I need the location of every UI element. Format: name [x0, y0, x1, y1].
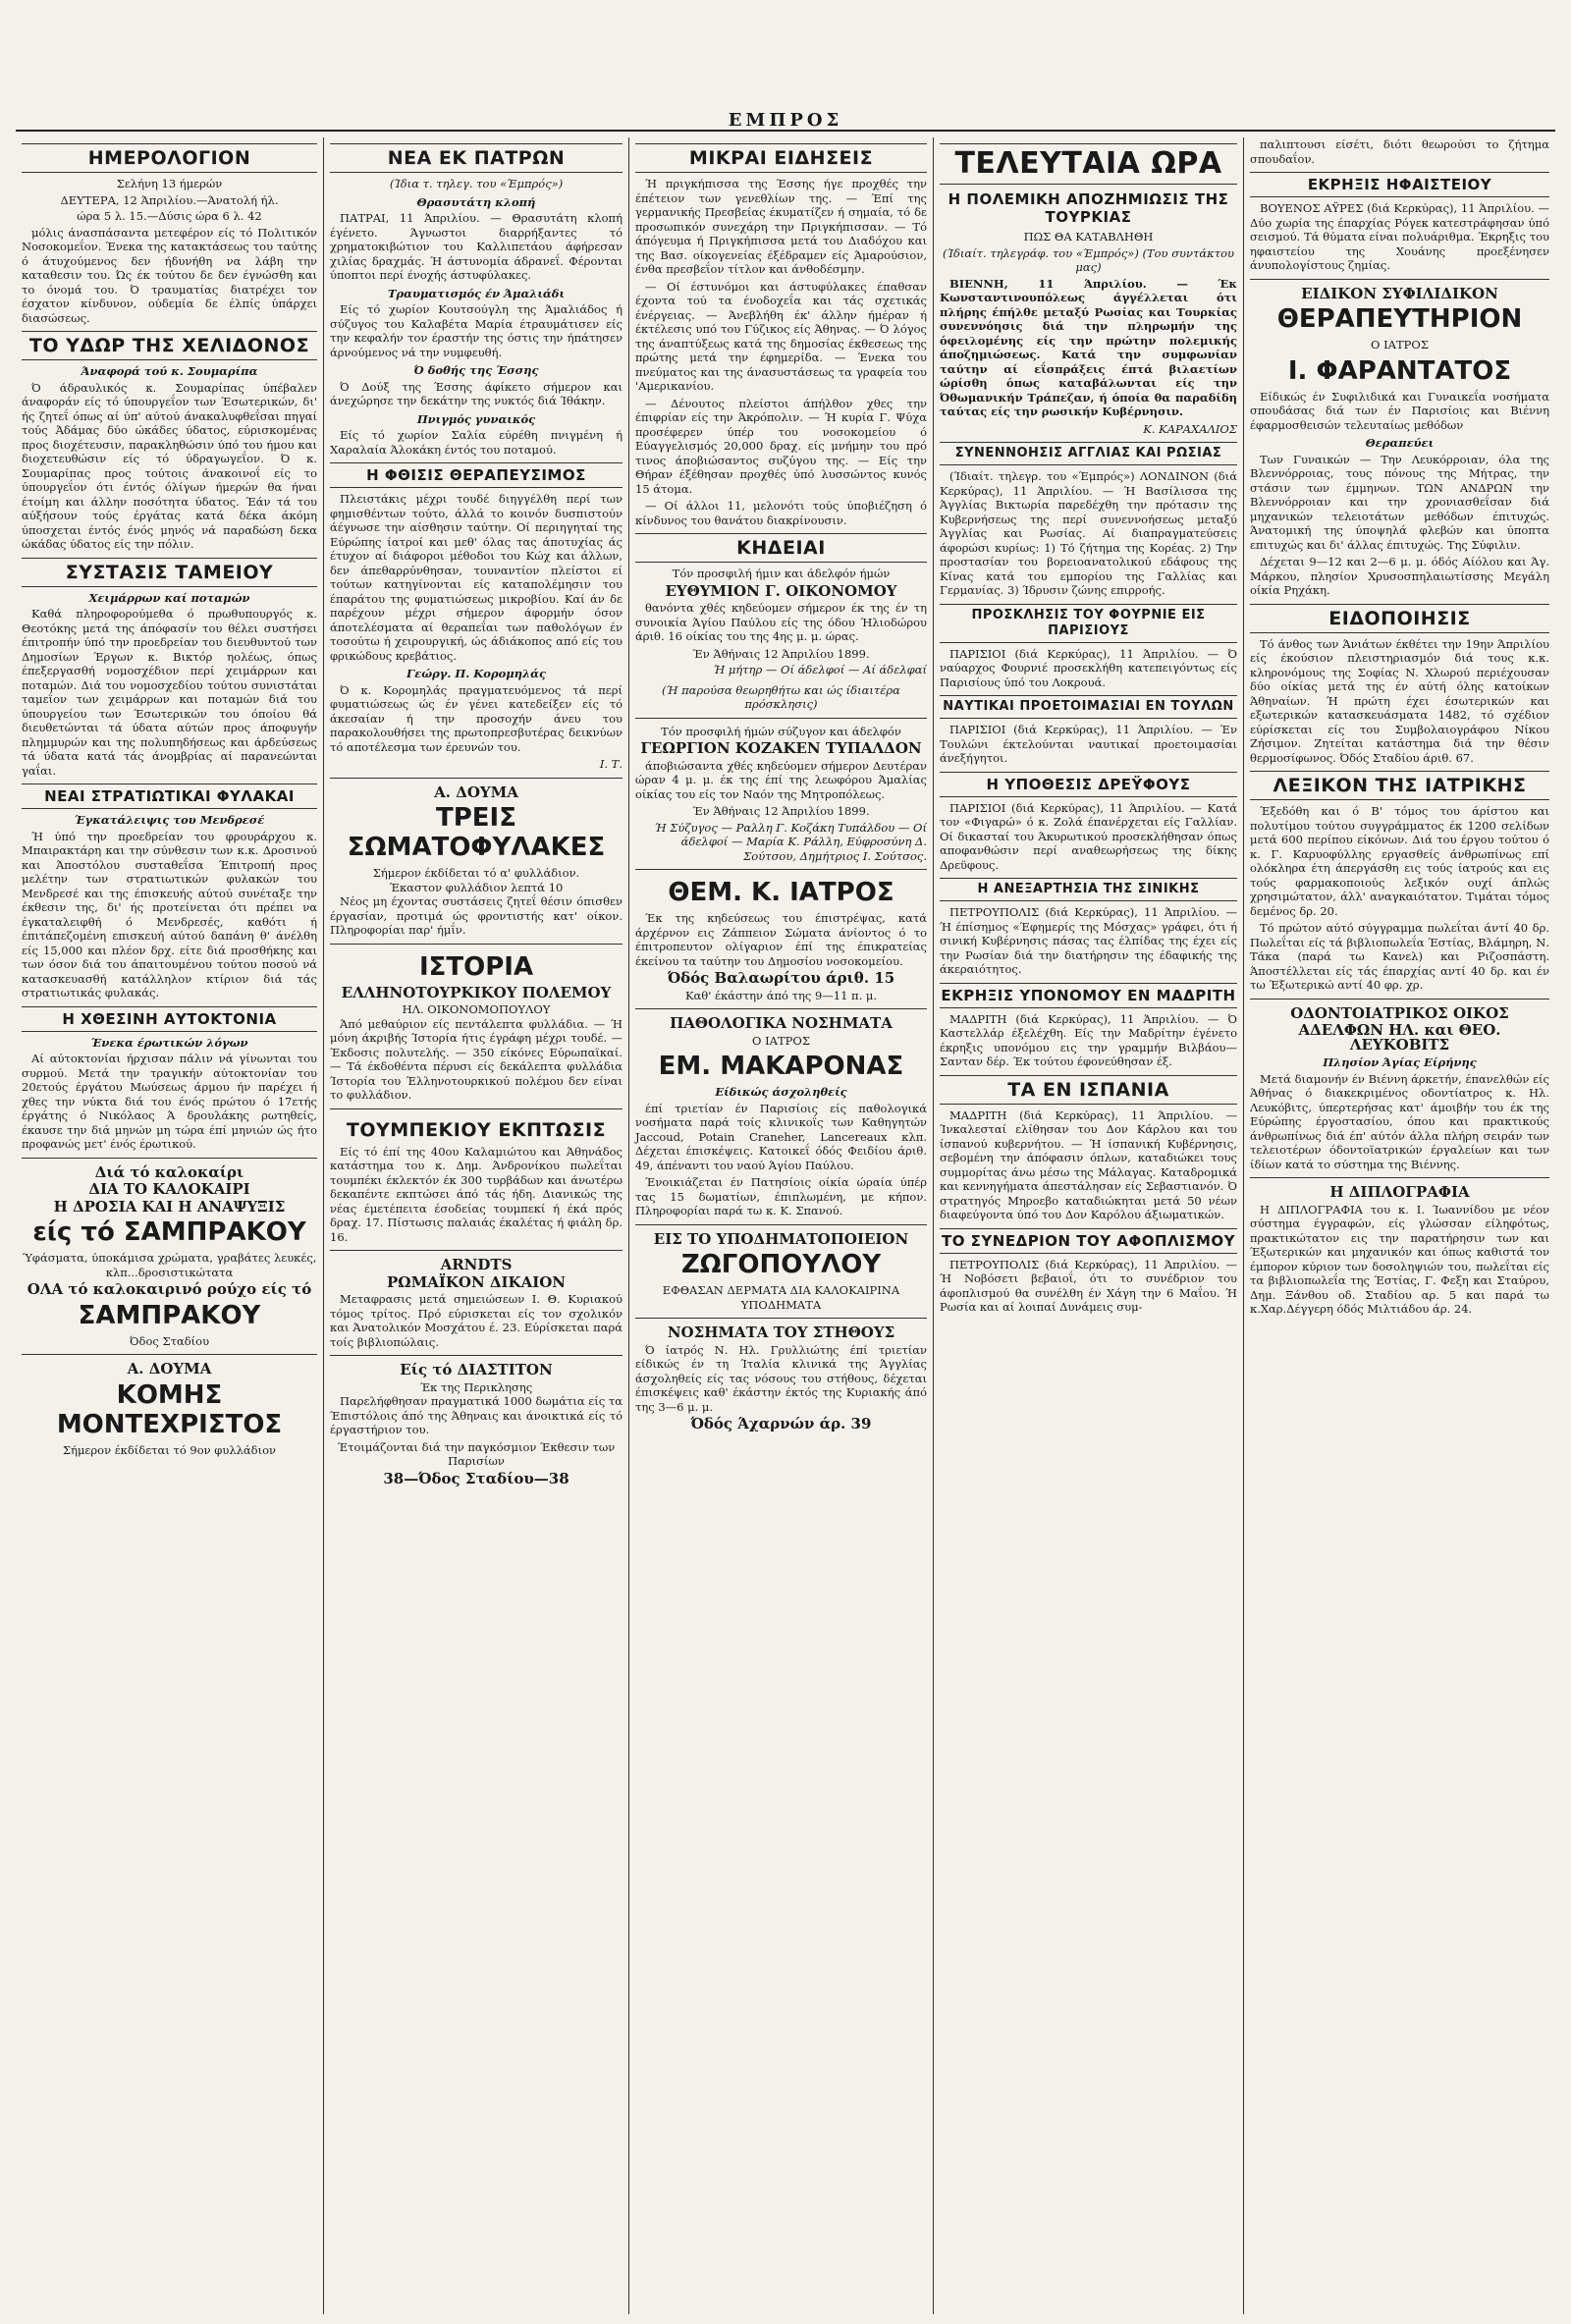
article-text: Ή ύπό την προεδρείαν του φρουράρχου κ. Μπαιρακτάρη και την σύνθεσιν των κ.κ. Δροσινού και Άποστόλου συσταθεΐσα Έπιτροπή προς μελέτην των στρατιωτικών φυλακών του Μενδρεσέ και της έπισκευής αύτού συνέταξε την έκθεσιν της, δι' ής προτείνεται ότι πρέπει να έγκαταλειφθή ό Μενδρεσές, καθότι ή έπιτάπεζομένη επισκευή αύτού δαπάνη θ' άνέλθη είς 15,000 και πλέον δρχ. είτε διά προσθήκης και των όσον διά του άπαιτουμένου τούτου ποσού νά κατασκευασθή κατάλληλον κτίριον διά τάς στρατιωτικάς φυλακάς.	[22, 829, 317, 1000]
article-text: Είς τό χωρίον Κουτσούγλη της Άμαλιάδος ή σύζυγος του Καλαβέτα Μαρία έτραυμάτισεν είς την κεφαλήν τον έραστήν της όστις την ήπάτησεν άρνούμενος νά την νυμφευθή.	[330, 302, 623, 359]
article-heading: ΝΕΑΙ ΣΤΡΑΤΙΩΤΙΚΑΙ ΦΥΛΑΚΑΙ	[22, 784, 317, 809]
article-heading: ΚΗΔΕΙΑΙ	[635, 533, 927, 563]
ad-line: ΑΔΕΛΦΩΝ ΗΛ. και ΘΕΟ. ΛΕΥΚΟΒΙΤΣ	[1298, 1021, 1501, 1054]
article-subheading: Άναφορά τού κ. Σουμαρίπα	[81, 364, 258, 378]
notice-text: Τόν προσφιλή ήμών σύζυγον και άδελφόν	[661, 724, 901, 738]
column-4	[933, 137, 1243, 2314]
ad-line: Θεραπεύει	[1365, 436, 1435, 450]
article-text: ΒΟΥΕΝΟΣ ΑΫΡΕΣ (διά Κερκύρας), 11 Άπριλίου. — Δύο χωρία της έπαρχίας Ρόγεκ κατεστράφησαν ύπό σεισμού. Τά θύματα είναι πολυάριθμα. Έκρηξις του ηφαιστείου της Χουάνης προεξένησεν άνυπολογίστους ζημίας.	[1250, 201, 1549, 272]
article-text: Ό Δούξ της Έσσης άφίκετο σήμερον και άνεχώρησε την δεκάτην της νυκτός διά Ίθάκην.	[330, 379, 623, 407]
article-heading: ΤΟ ΥΔΩΡ ΤΗΣ ΧΕΛΙΔΟΝΟΣ	[22, 331, 317, 360]
article-subheading: Χειμάρρων καί ποταμών	[88, 590, 250, 605]
ad-line: ΔΙΑ ΤΟ ΚΑΛΟΚΑΙΡΙ	[88, 1180, 250, 1198]
article-subheading: Έγκατάλειψις του Μενδρεσέ	[74, 813, 265, 827]
ad-line: Διά τό καλοκαίρι	[94, 1162, 244, 1181]
column-5	[1243, 137, 1555, 2314]
ad-line: Η ΔΡΟΣΙΑ ΚΑΙ Η ΑΝΑΨΥΞΙΣ	[53, 1197, 286, 1216]
article-subheading: Γεώργ. Π. Κορομηλάς	[406, 667, 546, 680]
ad-line: ΕΜ. ΜΑΚΑΡΟΝΑΣ	[658, 1052, 904, 1081]
article-heading: ΣΥΣΤΑΣΙΣ ΤΑΜΕΙΟΥ	[22, 558, 317, 587]
ad-text: Μεταφρασις μετά σημειώσεων Ι. Θ. Κυριακού τόμος τρίτος. Πρό εύρισκεται είς τον σχολικόν και Άνατολικόν Μοσχάτου έ. 23. Εύρίσκεται παρά τοίς βιβλιοπώλαις.	[330, 1292, 623, 1349]
notice-note: (Ή παρούσα θεωρηθήτω και ώς ίδιαιτέρα πρόσκλησις)	[662, 682, 900, 711]
calendar-title: ΗΜΕΡΟΛΟΓΙΟΝ	[22, 143, 317, 173]
ad-line: Η ΔΙΠΛΟΓΡΑΦΙΑ	[1329, 1183, 1470, 1201]
ad-line: Ο ΙΑΤΡΟΣ	[752, 1033, 810, 1048]
article-subheading: Ένεκα έρωτικών λόγων	[90, 1035, 248, 1050]
notice-date: Έν Άθήναις 12 Άπριλίου 1899.	[692, 804, 870, 818]
article-heading: ΣΥΝΕΝΝΟΗΣΙΣ ΑΓΓΛΙΑΣ ΚΑΙ ΡΩΣΙΑΣ	[940, 442, 1237, 465]
article-signature: Κ. ΚΑΡΑΧΑΛΙΟΣ	[1143, 421, 1237, 436]
ad-line: ΚΟΜΗΣ ΜΟΝΤΕΧΡΙΣΤΟΣ	[56, 1379, 283, 1439]
ad-line: ΖΩΓΟΠΟΥΛΟΥ	[680, 1250, 882, 1279]
article-text: ΠΑΤΡΑΙ, 11 Άπριλίου. — Θρασυτάτη κλοπή έγένετο. Άγνωστοι διαρρήξαντες τό χρηματοκιβώτιον του Καλλιπετάου άφήρεσαν χιλίας δραχμάς. Ή άστυνομία άδρανεΐ. Φέρονται ύποπτοι περί ένοχής άστυφύλακες.	[330, 211, 623, 282]
article-text: — Οί άλλοι 11, μελονότι τούς ύποβιέζηση ό κίνδυνος του θανάτου διακρίνουσιν.	[635, 499, 927, 527]
ad-text: Μετά διαμονήν έν Βιέννη άρκετήν, έπανελθών είς Άθήνας ό διακεκριμένος οδοντίατρος κ. Ηλ. Λευκόβιτς, ύπερτερήσας κατ' άμοιβήν του έκ της Εύρώπης έργοστασίου, όπου και πρακτικούς άνθρωπίνως διά έπ' αύτόν άλλα πλήρη σειράν των τελειοτέρων όδοντοϊατρικών έργαλείων και των ίδίων κατά το σύστημα της Βιέννης.	[1250, 1071, 1549, 1171]
ad-line: Πλησίον Άγίας Είρήνης	[1323, 1055, 1477, 1069]
ad-line: ΝΟΣΗΜΑΤΑ ΤΟΥ ΣΤΗΘΟΥΣ	[667, 1324, 895, 1341]
advertisement	[330, 1355, 623, 1486]
article-text: Ό άδραυλικός κ. Σουμαρίπας ύπέβαλεν άναφοράν είς τό ύπουργεΐον των Έσωτερικών, δι' ής ζητεΐ όπως αί ύπ' αύτού άνακαλυφθεΐσαι πηγαί τούς Άδάμας δύο ώκάδες ύδατος, εύρισκομένας προς διοχέτευσιν, παρακληθώσιν ύπό του ήμου και διοχετευθώσιν είς τό ύδραγωγεΐον. Ό κ. Σουμαρίπας προς τούτοις άνακοινοΐ είς το ύπουργεΐον ότι έντός όλίγων ήμερών θα ήναι έτοίμη και άλλην ποσότητα ύδατος. Έάν τά του αύξήσουν τούς έργάτας κατά δέκα άκόμη ύποσχεται έντός ένός μηνός νά παραδώση δεκα ώκάδας ύδατος είς την πόλιν.	[22, 380, 317, 551]
article-heading: Η ΑΝΕΞΑΡΤΗΣΙΑ ΤΗΣ ΣΙΝΙΚΗΣ	[940, 878, 1237, 901]
article-text: Τό άνθος των Άνιάτων έκθέτει την 19ην Άπριλίου είς έκούσιον πλειστηριασμόν διά τους κ.κ. κληρονόμους της Σοφίας Ν. Χλωρού περιέχουσαν δύο οίκίας μετά της έν αύτή όλης κατοίκων Άθηναίων. Ή πρώτη έχει έσωτερικών και εξωτερικών κατασκευάσματα 1482, τό σχέδιον εύρίσκεται είς του Συμβολαιογράφου Νίκου Ζήσιμον. Ζητείται κατάστημα διά την θέσιν θερμοσίφωνος. Όδός Σταδίου άριθ. 67.	[1250, 636, 1549, 765]
article-subheading: Ό δοθής της Έσσης	[413, 363, 539, 377]
ad-line: Α. ΔΟΥΜΑ	[127, 1360, 212, 1378]
ad-text: Η ΔΙΠΛΟΓΡΑΦΙΑ του κ. Ι. Ίωαννίδου με νέον σύστημα έγγραφών, είς γλώσσαν είληφότως, πρακτικώτατον εις την παρατήρησιν των και Έξωτερικών και μηχανικόν και όπως καθιστά τον έμπορον κύριον των δοσοληψιών του, πωλεΐται είς τα βιβλιοπωλεΐα της Έστίας, Γ. Φεξη και Σταύρου, Δημ. Ξάνθου οδ. Σταδίου αρ. 5 και παρά τω κ.Χαρ.Δέγγερη όδός Μιλτιάδου άρ. 24.	[1250, 1202, 1549, 1316]
ad-line: ΘΕΜ. Κ. ΙΑΤΡΟΣ	[668, 878, 894, 907]
article-subheading: Θρασυτάτη κλοπή	[416, 194, 536, 209]
ad-line: ΕΙΣ ΤΟ ΥΠΟΔΗΜΑΤΟΠΟΙΕΙΟΝ	[653, 1229, 909, 1248]
ad-line: ΕΦΘΑΣΑΝ ΔΕΡΜΑΤΑ ΔΙΑ ΚΑΛΟΚΑΙΡΙΝΑ ΥΠΟΔΗΜΑΤΑ	[662, 1283, 900, 1312]
ad-line: Ο ΙΑΤΡΟΣ	[1371, 338, 1429, 351]
ad-line: ARNDTS	[440, 1256, 513, 1273]
section-heading: ΤΕΛΕΥΤΑΙΑ ΩΡΑ	[940, 143, 1237, 185]
article-heading: ΝΑΥΤΙΚΑΙ ΠΡΟΕΤΟΙΜΑΣΙΑΙ ΕΝ ΤΟΥΛΩΝ	[940, 695, 1237, 719]
notice-text: Τόν προσφιλή ήμιν και άδελφόν ήμών	[672, 567, 891, 580]
advertisement	[330, 778, 623, 938]
article-heading: ΠΡΟΣΚΛΗΣΙΣ ΤΟΥ ΦΟΥΡΝΙΕ ΕΙΣ ΠΑΡΙΣΙΟΥΣ	[940, 604, 1237, 643]
notice-signature: Ή μήτηρ — Οί άδελφοί — Αί άδελφαί	[713, 663, 927, 676]
ad-line: Καθ' έκάστην άπό της 9—11 π. μ.	[684, 988, 878, 1002]
ad-text: έπί τριετίαν έν Παρισίοις είς παθολογικά νοσήματα παρά τοίς κλινικοΐς των Καθηγητών Jaccoud, Potain Craneher, Lancereaux κλπ. Δέχεται έπισκέψεις. Κατοικεΐ όδός Φειδίου άριθ. 49, άπέναντι του ναού Άγίου Παύλου.	[635, 1101, 927, 1172]
article-text: (Ίδιαίτ. τηλεγρ. του «Έμπρός») ΛΟΝΔΙΝΟΝ (διά Κερκύρας), 11 Άπριλίου. — Ή Βασίλισσα της Άγγλίας Βικτωρία παρεδέχθη την πρότασιν της Κυβερνήσεως της περί συνεννοήσεως μεταξύ Άγγλίας και Ρωσίας. Αί διαπραγματεύσεις άφορώσι κυρίως: 1) Τό ζήτημα της Κορέας. 2) Την προστασίαν του βορειοανατολικού εδάφους της Κίνας κατά του εμπορίου της Γαλλίας και Γερμανίας. 3) Ίδρυσιν ζώνης επιρροής.	[940, 469, 1237, 597]
article-heading: ΜΙΚΡΑΙ ΕΙΔΗΣΕΙΣ	[635, 143, 927, 173]
article-heading: ΕΚΡΗΞΙΣ ΥΠΟΝΟΜΟΥ ΕΝ ΜΑΔΡΙΤΗ	[940, 983, 1237, 1008]
ad-text: Άπό μεθαύριον είς πεντάλεπτα φυλλάδια. — Ή μόνη άκριβής Ίστορία ήτις έγράφη μέχρι τουδέ. — Έκδοσις πολυτελής. — 350 είκόνες Εύρωπαϊκαί. — Τά έκδοθέντα πέρυσι είς δεκάλεπτα φυλλάδια Ίστορία του Έλληνοτουρκικού πολέμου δεν είναι το φυλλάδιον.	[330, 1016, 623, 1102]
ad-line: ΗΛ. ΟΙΚΟΝΟΜΟΠΟΥΛΟΥ	[402, 1002, 551, 1016]
advertisement	[330, 1250, 623, 1349]
article-heading: ΛΕΞΙΚΟΝ ΤΗΣ ΙΑΤΡΙΚΗΣ	[1250, 771, 1549, 800]
ad-line: Όδός Άχαρνών άρ. 39	[690, 1415, 872, 1432]
article-heading: ΕΙΔΟΠΟΙΗΣΙΣ	[1250, 604, 1549, 633]
article-text: Ή πριγκήπισσα της Έσσης ήγε προχθές την έπέτειον των γενεθλίων της. — Έπί της γερμανικής Πρεσβείας έκυματίζεν ή σημαία, τό δε προσωπικόν συνεχάρη την Πριγκήπισσαν. — Τό άπόγευμα ή Πριγκήπισσα μετά του Διαδόχου και της Βασ. οίκογενείας έξέδραμεν είς Άμαρούσιον, ένθα πρεσβεΐον τίτλον και άνθοδέσμην.	[635, 177, 927, 276]
article-heading: Η ΧΘΕΣΙΝΗ ΑΥΤΟΚΤΟΝΙΑ	[22, 1006, 317, 1032]
ad-text: Νέος μη έχοντας συστάσεις ζητεΐ θέσιν όπισθεν έργασίαν, προτιμά ώς φροντιστής κατ' οίκον. Πληροφορίαι παρ' ήμΐν.	[330, 894, 623, 937]
column-2	[323, 137, 628, 2314]
article-heading: ΤΑ ΕΝ ΙΣΠΑΝΙΑ	[940, 1075, 1237, 1105]
ad-line: Έκ της Περικλησης	[419, 1379, 533, 1394]
article-text: ΠΑΡΙΣΙΟΙ (διά Κερκύρας), 11 Άπριλίου. — Κατά τον «Φιγαρώ» ό κ. Ζολά έπανέρχεται είς Γαλλίαν. Οί δικασταί του Άκυρωτικού προσεκλήθησαν όπως αποφανθώσιν περί αναθεωρήσεως της δίκης Δρεϋφους.	[940, 800, 1237, 872]
ad-text: Δέχεται 9—12 και 2—6 μ. μ. όδός Αίόλου και Άγ. Μάρκου, πλησίον Χρυσοσπηλαιωτίσσης Μεγάλη οίκία Ρηχάκη.	[1250, 555, 1549, 597]
article-text: ΠΕΤΡΟΥΠΟΛΙΣ (διά Κερκύρας), 11 Άπριλίου. — Ή Νοβόσετι βεβαιοΐ, ότι το συνέδριον του άφοπλισμού θα συνέλθη έν Χάγη την 6 Μαΐου. Ή Ρωσία και αί λοιπαί Δυνάμεις συμ-	[940, 1257, 1237, 1314]
article-heading: ΕΚΡΗΞΙΣ ΗΦΑΙΣΤΕΙΟΥ	[1250, 172, 1549, 197]
columns	[16, 137, 1555, 2314]
ad-text: Έκ της κηδεύσεως του έπιστρέψας, κατά άρχέρνον εις Ζάππειον Σώματα άνίοντος ό το έπιτροπευτον ολίγαριον έπί της έπικρατείας έκείνου τα ταύτην του Δημοσίου νοσοκομείου.	[635, 911, 927, 968]
article-text: ΜΑΔΡΙΤΗ (διά Κερκύρας), 11 Άπριλίου. — Ίνκαλεσταί ελίθησαν του Δον Κάρλου και του ίσπανού κυβερνήτου. — Ή ίσπανική Κυβέρνησις, σεβομένη την άπόφασιν όπλων, καταδιώκει τους συμμορίτας άνω μέσω της Μάλαγας. Καταδρομικά και κεννηγήματα άπεστάλησαν είς Σεβαστιανόν. Ό στρατηγός Μηροεβο καταδιώκηται μετά 50 νέων διαφεύγοντα ύπό του Δον Καρόλου άξιωματικών.	[940, 1108, 1237, 1221]
masthead-rule	[16, 130, 1555, 132]
article-heading: Η ΠΟΛΕΜΙΚΗ ΑΠΟΖΗΜΙΩΣΙΣ ΤΗΣ ΤΟΥΡΚΙΑΣ	[948, 190, 1229, 226]
ad-line: Σήμερον έκδίδεται τό α' φυλλάδιον.	[372, 866, 580, 880]
article-text: ΒΙΕΝΝΗ, 11 Άπριλίου. — Έκ Κωνσταντινουπόλεως άγγέλλεται ότι πλήρης έπήλθε μεταξύ Ρωσίας και Τουρκίας συνεννόησις διά την πληρωμήν της όφειλομένης είς την πρώτην πολεμικής άποζημιώσεως. Κατά την συμφωνίαν ταύτην αί εΐσπράξεις έπτά βιλαετίων ώρίσθη όπως καταβάλωνται είς την Όθωμανικήν Τράπεζαν, ή όποία θα παραδίδη ταύτας είς την ρωσικήν Κυβέρνησιν.	[940, 276, 1237, 418]
calendar-text: μόλις άνασπάσαντα μετεφέρον είς τό Πολιτικόν Νοσοκομεΐον. Ένεκα της κατακτάσεως του ταύτης ό άτυχούμενος δεν ήδυνήθη να λάβη την καταθεσιν του. Ώς έκ τούτου δε δεν έγνώσθη και το όνομά του. Ό τραυματίας διατρέχει τον έσχατον κίνδυνον, ούδεμία δε έλπίς ύπάρχει διασώσεως.	[22, 225, 317, 325]
advertisement	[635, 1008, 927, 1218]
notice-name: ΓΕΩΡΓΙΟΝ ΚΟΖΑΚΕΝ ΤΥΠΑΛΔΟΝ	[640, 739, 922, 757]
notice-name: ΕΥΘΥΜΙΟΝ Γ. ΟΙΚΟΝΟΜΟΥ	[665, 581, 897, 600]
article-text: ΠΑΡΙΣΙΟΙ (διά Κερκύρας), 11 Άπριλίου. — Έν Τουλώνι έκτελούνται ναυτικαί προετοιμασίαι άνεξήγητοι.	[940, 723, 1237, 765]
article-signature: Ι. Τ.	[599, 757, 623, 771]
ad-line: Έτοιμάζονται διά την παγκόσμιον Έκθεσιν των Παρισίων	[337, 1439, 616, 1468]
ad-text: Είς τό έπί της 40ου Καλαμιώτου και Άθηνάδος κατάστημα του κ. Δημ. Άνδρονίκου πωλεΐται τουμπέκι έκλεκτόν έκ 300 τυρβάδων και άνωτέρω δεκαπέντε εκπτώσει άπό τάς ήδη. Διανικώς της νέας έμετέπειτα έσοδείας τουμπεκί ή έκά πρός δραχ. 17. Πίστωσις παλαιάς έκαλέτας ή φιάλη δρ. 16.	[330, 1144, 623, 1244]
article-text: Τό πρώτον αύτό σύγγραμμα πωλεΐται άντί 40 δρ. Πωλεΐται είς τά βιβλιοπωλεΐα Έστίας, Βλάμηρη, Ν. Τάκα (παρά τω Κανελ) και Ριζοσπάστη. Άποστέλλεται είς τάς έπαρχίας αντί 40 δρ. και έν τω Έξωτερικώ αντί 40 φρ. χρ.	[1250, 921, 1549, 992]
ad-line: ΕΛΛΗΝΟΤΟΥΡΚΙΚΟΥ ΠΟΛΕΜΟΥ	[341, 983, 612, 1001]
ad-line: Είς τό ΔΙΑΣΤΙΤΟΝ	[400, 1361, 553, 1378]
advertisement	[22, 1354, 317, 1457]
advertisement	[330, 944, 623, 1103]
masthead	[0, 0, 1571, 130]
article-subheading: Τραυματισμός έν Άμαλιάδι	[387, 286, 566, 300]
article-text: Είς τό χωρίον Σαλία εύρέθη πνιγμένη ή Χαραλαία Άλοκάκη έντός του ποταμού.	[330, 428, 623, 457]
divider	[635, 718, 927, 719]
paper-title: ΕΜΠΡΟΣ	[728, 110, 843, 131]
notice-date: Έν Άθήναις 12 Άπριλίου 1899.	[692, 646, 870, 661]
article-subheading: ΠΩΣ ΘΑ ΚΑΤΑΒΛΗΘΗ	[1023, 230, 1154, 243]
ad-line: ΤΟΥΜΠΕΚΙΟΥ ΕΚΠΤΩΣΙΣ	[346, 1118, 607, 1141]
notice-signature: Ή Σύζυγος — Ραλλη Γ. Κοζάκη Τυπάλδου — Οί άδελφοί — Μαρία Κ. Ράλλη, Εύφροσύνη Δ. Σούτσου, Δημήτριος Ι. Σούτσος.	[654, 820, 927, 863]
article-text: Πλειστάκις μέχρι τουδέ διηγγέλθη περί των φημισθέντων τούτο, άλλά το κοινόν δυσπιστούν άέγνωσε την αίσθησιν ταύτην. Οί περιηγηταί της Εύρώπης ίατροί και μεθ' όλας τας άποτυχίας άς έτυχον αί διάφοροι μέθοδοι του Κώχ και άλλων, δεν άπεθαρρύνθησαν, τουναντίον πλείστοι εί τούτων κατηγίνονται είς καταπολέμησιν του έπαράτου της φυματιώσεως μικροβίου. Καί άν δε παρέχουν μέχρι σήμερον άφορμήν όσον άποτελέσματα αί θεραπεΐαι των παθολόγων έν τοσούτω ή χειρουργική, ώς άδιάκοπος από είς του φρικώδους κρεβάτιος.	[330, 492, 623, 663]
ad-line: ΘΕΡΑΠΕΥΤΗΡΙΟΝ	[1276, 304, 1523, 334]
calendar-line-3: ώρα 5 λ. 15.—Δύσις ώρα 6 λ. 42	[77, 209, 262, 223]
ad-line: ΙΣΤΟΡΙΑ	[418, 951, 534, 982]
advertisement	[1250, 999, 1549, 1172]
article-heading: Η ΦΘΙΣΙΣ ΘΕΡΑΠΕΥΣΙΜΟΣ	[330, 462, 623, 488]
article-text: — Οί έστυνόμοι και άστυφύλακες έπαθσαν έχοντα τού τα ένοδοχεΐα και τάς σχετικάς ένέργειας. — Άνεβλήθη έκ' άλλην ήμέραν ή έκτέλεσις υπό του Γύζικος είς Άθηνας. — Ό λόγος της άναπτύξεως κατά της δημοσίας έκθεσεως της πρώτης μετά την έφημερίδα. — Ένεκα του πνεύματος και της άνασυστάσεως τα γραφεία του 'Αμερικανίου.	[635, 279, 927, 393]
ad-line: ΟΛΑ τό καλοκαιρινό ρούχο είς τό	[27, 1280, 312, 1298]
advertisement	[635, 1224, 927, 1313]
ad-line: είς τό ΣΑΜΠΡΑΚΟΥ	[32, 1217, 306, 1247]
ad-line: ΠΑΘΟΛΟΓΙΚΑ ΝΟΣΗΜΑΤΑ	[670, 1014, 893, 1032]
calendar-line-2: ΔΕΥΤΕΡΑ, 12 Άπριλίου.—Άνατολή ήλ.	[60, 192, 279, 207]
ad-line: Έκαστον φυλλάδιον λεπτά 10	[389, 880, 564, 894]
advertisement	[330, 1108, 623, 1245]
ad-line: ΕΙΔΙΚΟΝ ΣΥΦΙΛΙΔΙΚΟΝ	[1301, 284, 1498, 302]
article-text: Ό κ. Κορομηλάς πραγματευόμενος τά περί φυματιώσεως ώς έν γένει κατεδείξεν είς τό άκεσαίαν ή την προσοχήν άνευ του παρακολουθήσει της πρωτοπρεσβυτέρας δεικνύων τό αποτέλεσμα των έρευνών του.	[330, 682, 623, 754]
ad-line: Ύφάσματα, ύποκάμισα χρώματα, γραβάτες λευκές, κλπ...δροσιστικώτατα	[22, 1251, 317, 1279]
article-subheading: (Ίδια τ. τηλεγ. του «Έμπρός»)	[389, 177, 564, 190]
column-1	[16, 137, 323, 2314]
notice-text: άποβιώσαντα χθές κηδεύομεν σήμερον Δευτέραν ώραν 4 μ. μ. έκ της έπί της λεωφόρου Άμαλίας οίκίας του είς τον Ναόν της Μητροπόλεως.	[635, 758, 927, 801]
ad-line: Ι. ΦΑΡΑΝΤΑΤΟΣ	[1287, 355, 1512, 386]
article-text: ΠΕΤΡΟΥΠΟΛΙΣ (διά Κερκύρας), 11 Άπριλίου. — Ή έπίσημος «Έφημερίς της Μόσχας» γράφει, ότι ή σινική Κυβέρνησις πάσας τας έλπίδας της έχει είς την Ρωσίαν διά την διατήρησιν της έδαφικής της άκεραιότητος.	[940, 905, 1237, 976]
ad-text: Παρελήφθησαν πραγματικά 1000 δωμάτια είς τα Έπιστόλοις άπό της Άθηναις και άνοικτικά είς τό έργαστήριον του.	[330, 1394, 623, 1436]
ad-line: ΤΡΕΙΣ ΣΩΜΑΤΟΦΥΛΑΚΕΣ	[347, 803, 606, 862]
notice-text: θανόντα χθές κηδεύομεν σήμερον έκ της έν τη συνοικία Άγίου Παύλου είς της όδου Ήλιοδώρου άριθ. 16 οίκίας του της 4ης μ. μ. ώρας.	[635, 601, 927, 643]
ad-line: ΣΑΜΠΡΑΚΟΥ	[78, 1300, 261, 1330]
article-text: ΠΑΡΙΣΙΟΙ (διά Κερκύρας), 11 Άπριλίου. — Ό ναύαρχος Φουρνιέ προσεκλήθη κατεπειγόντως είς Παρισίους ύπό του Λοκρουά.	[940, 646, 1237, 689]
article-heading: ΤΟ ΣΥΝΕΔΡΙΟΝ ΤΟΥ ΑΦΟΠΛΙΣΜΟΥ	[940, 1228, 1237, 1254]
advertisement	[635, 869, 927, 1002]
article-subheading: Πνιγμός γυναικός	[416, 411, 536, 426]
ad-line: Α. ΔΟΥΜΑ	[434, 783, 518, 801]
ad-line: ΟΔΟΝΤΟΙΑΤΡΙΚΟΣ ΟΙΚΟΣ	[1290, 1003, 1509, 1022]
article-subheading: (Ίδιαίτ. τηλεγράφ. του «Έμπρός») (Του συντάκτου μας)	[943, 245, 1234, 274]
ad-line: Όδος Σταδίου	[129, 1333, 210, 1348]
ad-text: Ό ίατρός Ν. Ηλ. Γρυλλιώτης έπί τριετίαν είδικώς έν τη Ίταλία κλινικά της Άγγλίας άσχοληθείς είς τας νόσους του στήθους, δέχεται έπισκέψεις καθ' έκάστην έκτός της Κυριακής άπό της 3—6 μ. μ.	[635, 1342, 927, 1414]
article-heading: ΝΕΑ ΕΚ ΠΑΤΡΩΝ	[330, 143, 623, 173]
ad-line: 38—Όδος Σταδίου—38	[383, 1469, 569, 1487]
article-text: Καθά πληροφορούμεθα ό πρωθυπουργός κ. Θεοτόκης μετά της άπόφασίν του θέλει συστήσει έπιτροπήν ύπό την προεδρείαν του διευθυντού των Δημοσίων Έργων κ. Βικτόρ ηολέως, όπως έπεξεργασθή νομοσχέδιον περί χειμάρρων και ποταμών. Διά του νομοσχεδίου τούτου συνιστάται ταμεΐον των χειμάρρων και ποταμών διά του ύπουργείου των Έσωτερικών του όποίου θά διευθετώνται τά ύδατα αύτών προς άποφυγήν πλημμυρών και της πολυπηδήσεως και άρδεύσεως τά ύδατα κατά τάς άνομβρίας αί παρανεώνται γαΐαι.	[22, 607, 317, 778]
article-text: Έξεδόθη και ό Β' τόμος του άρίστου και πολυτίμου τούτου συγγράμματος έκ 1200 σελίδων μετά 600 περίπου είκόνων. Διά του έργου τούτου ό κ. Γ. Καρυοφύλλης εργασθείς άνθρωπίνως επί ολόκληρα έτη άπεργάσθη εις τούς ίατρούς και εις τούς φαρμακοποιούς λεξικόν ουχί άπλώς χρησιμώτατον, άλλ' αναγκαιότατον. Τιμάται τόμος δεμένος δρ. 20.	[1250, 804, 1549, 918]
ad-text: Είδικώς έν Συφιλιδικά και Γυναικεΐα νοσήματα σπουδάσας διά των έν Παρισίοις και Βιέννη έφαρμοσθεισών τελευταίως μεθόδων	[1250, 389, 1549, 432]
ad-line: Σήμερον έκδίδεται τό 9ον φυλλάδιον	[62, 1442, 277, 1457]
advertisement	[1250, 279, 1549, 598]
article-text: — Δένουτος πλείστοι άπήλθον χθες την έπιφρίαν είς την Άκρόπολιν. — Ή κυρία Γ. Ψύχα προσέφερεν ύπέρ του νοσοκομείου ό Εύαγγελισμός 20,000 δραχ. είς μνήμην του πρό τινος άποβιώσαντος συζύγου της. — Είς την Θήραν έξέθησαν προχθές ύπό λυσσώντος κυνός 15 άτομα.	[635, 396, 927, 496]
column-3	[628, 137, 933, 2314]
ad-text: Των Γυναικών — Την Λευκόρροιαν, όλα της Βλεννόρροιας, τους πόνους της Μήτρας, την στάσιν των έμμηνων. ΤΩΝ ΑΝΔΡΩΝ την Βλεννόρροιαν και την χρονιασθεΐσαν διά μηχανικών τελειοτάτων μεθόδων έπιτυχώς. Άνατομική της ύποψηλά φλεβών και ύποπτα επιτυχώς και δι' άλλας έπιτυχώς. Της Σύφιλιν.	[1250, 452, 1549, 552]
article-text: Αί αύτοκτονίαι ήρχισαν πάλιν νά γίνωνται του συρμού. Μετά την τραγικήν αύτοκτονίαν του 20ετούς έργάτου Μωύσεως άρμου ήν παρέχει ή χθες την νύκτα διά του ένός πρώτου ό 17ετής έργάτης ό Νικόλαος Ά δρουλάκης ρωτηθείς, έκαυσε την διά μηνών μη τώρα έπί μηνιών ώς ήτο προφανώς μετ' ένός έρωτικού.	[22, 1052, 317, 1151]
article-text: ΜΑΔΡΙΤΗ (διά Κερκύρας), 11 Άπριλίου. — Ό Καστελλάρ έξελέχθη. Είς την Μαδρίτην έγένετο έκρηξις υπονόμου εις την γραμμήν Βιλβάου—Σανταν δέρ. Έκ τούτου έφονεύθησαν έξ.	[940, 1011, 1237, 1068]
ad-text: Ένοικιάζεται έν Πατησίοις οίκία ώραία ύπέρ τας 15 δωματίων, έπιπλωμένη, με κήπον. Πληροφορίαι παρά τω κ. Κ. Σπανού.	[635, 1175, 927, 1217]
ad-line: ΡΩΜΑΪΚΟΝ ΔΙΚΑΙΟΝ	[386, 1272, 567, 1291]
advertisement	[1250, 1177, 1549, 1317]
ad-line: Είδικώς άσχοληθείς	[715, 1085, 847, 1099]
calendar-line-1: Σελήνη 13 ήμερών	[116, 177, 223, 190]
ad-line: Όδός Βαλαωρίτου άριθ. 15	[667, 969, 895, 987]
advertisement	[22, 1158, 317, 1349]
article-heading: Η ΥΠΟΘΕΣΙΣ ΔΡΕΫΦΟΥΣ	[940, 772, 1237, 797]
article-text: παλιπτουσι είσέτι, διότι θεωρούσι το ζήτημα σπουδαΐον.	[1250, 137, 1549, 166]
advertisement	[635, 1318, 927, 1432]
